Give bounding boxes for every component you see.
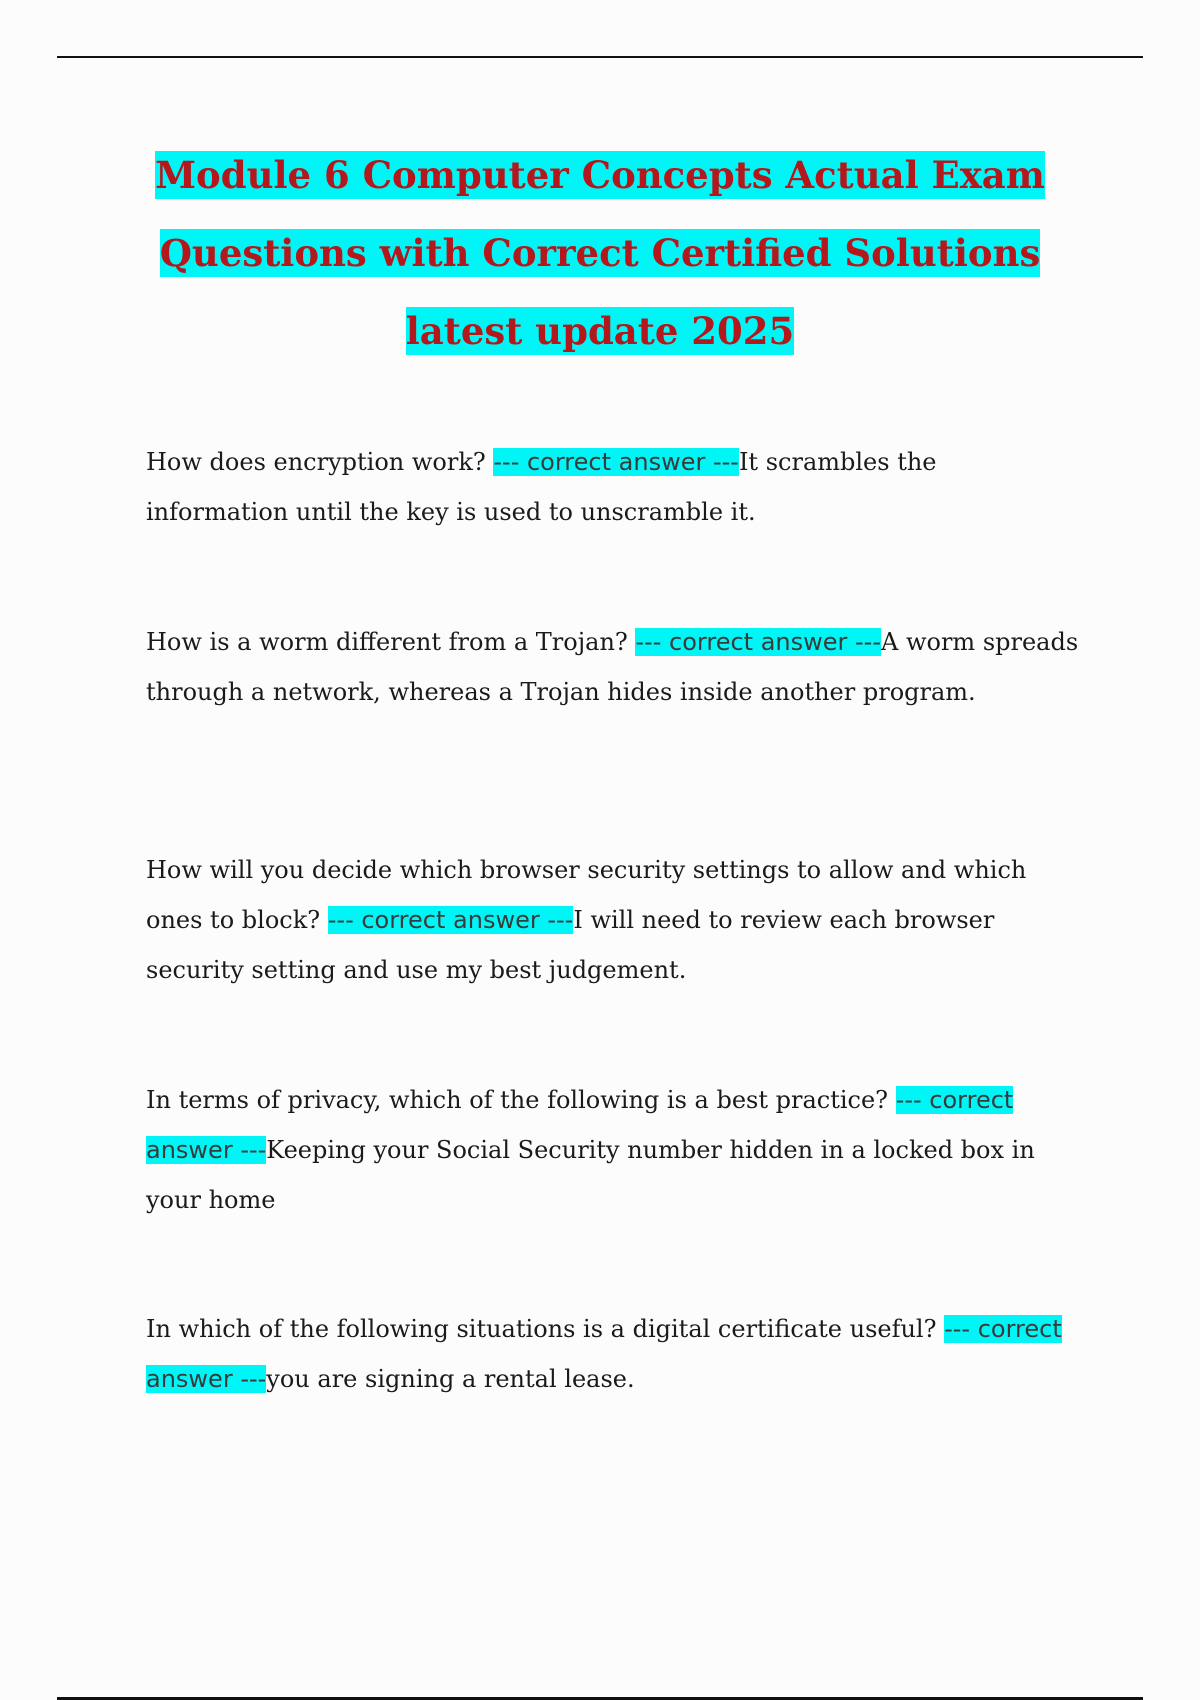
qa-item: [146, 1075, 1086, 1225]
answer-marker: --- correct answer ---: [635, 628, 881, 656]
qa-item: [146, 1304, 1086, 1404]
question-text: How is a worm different from a Trojan?: [146, 628, 636, 656]
answer-text: you are signing a rental lease.: [266, 1365, 635, 1393]
answer-text: It scrambles the information until the key is used to unscramble it.: [146, 448, 937, 526]
answer-marker: --- correct answer ---: [146, 1086, 1014, 1164]
qa-item: [146, 437, 1086, 537]
question-text: How will you decide which browser security settings to allow and which ones to block?: [146, 856, 1027, 934]
answer-marker: --- correct answer ---: [146, 1315, 1062, 1393]
question-text: In which of the following situations is a digital certificate useful?: [146, 1315, 945, 1343]
qa-item: [146, 845, 1086, 995]
qa-item: [146, 617, 1086, 717]
answer-text: A worm spreads through a network, whereas a Trojan hides inside another program.: [146, 628, 1079, 706]
answer-text: Keeping your Social Security number hidden in a locked box in your home: [146, 1136, 1035, 1214]
question-text: How does encryption work?: [146, 448, 494, 476]
title-highlight: Module 6 Computer Concepts Actual Exam Questions with Correct Certified Solutions latest update 2025: [155, 153, 1045, 353]
answer-marker: --- correct answer ---: [327, 906, 574, 934]
answer-marker: --- correct answer ---: [493, 448, 739, 476]
question-text: In terms of privacy, which of the following is a best practice?: [146, 1086, 896, 1114]
answer-text: I will need to review each browser security setting and use my best judgement.: [146, 906, 995, 984]
